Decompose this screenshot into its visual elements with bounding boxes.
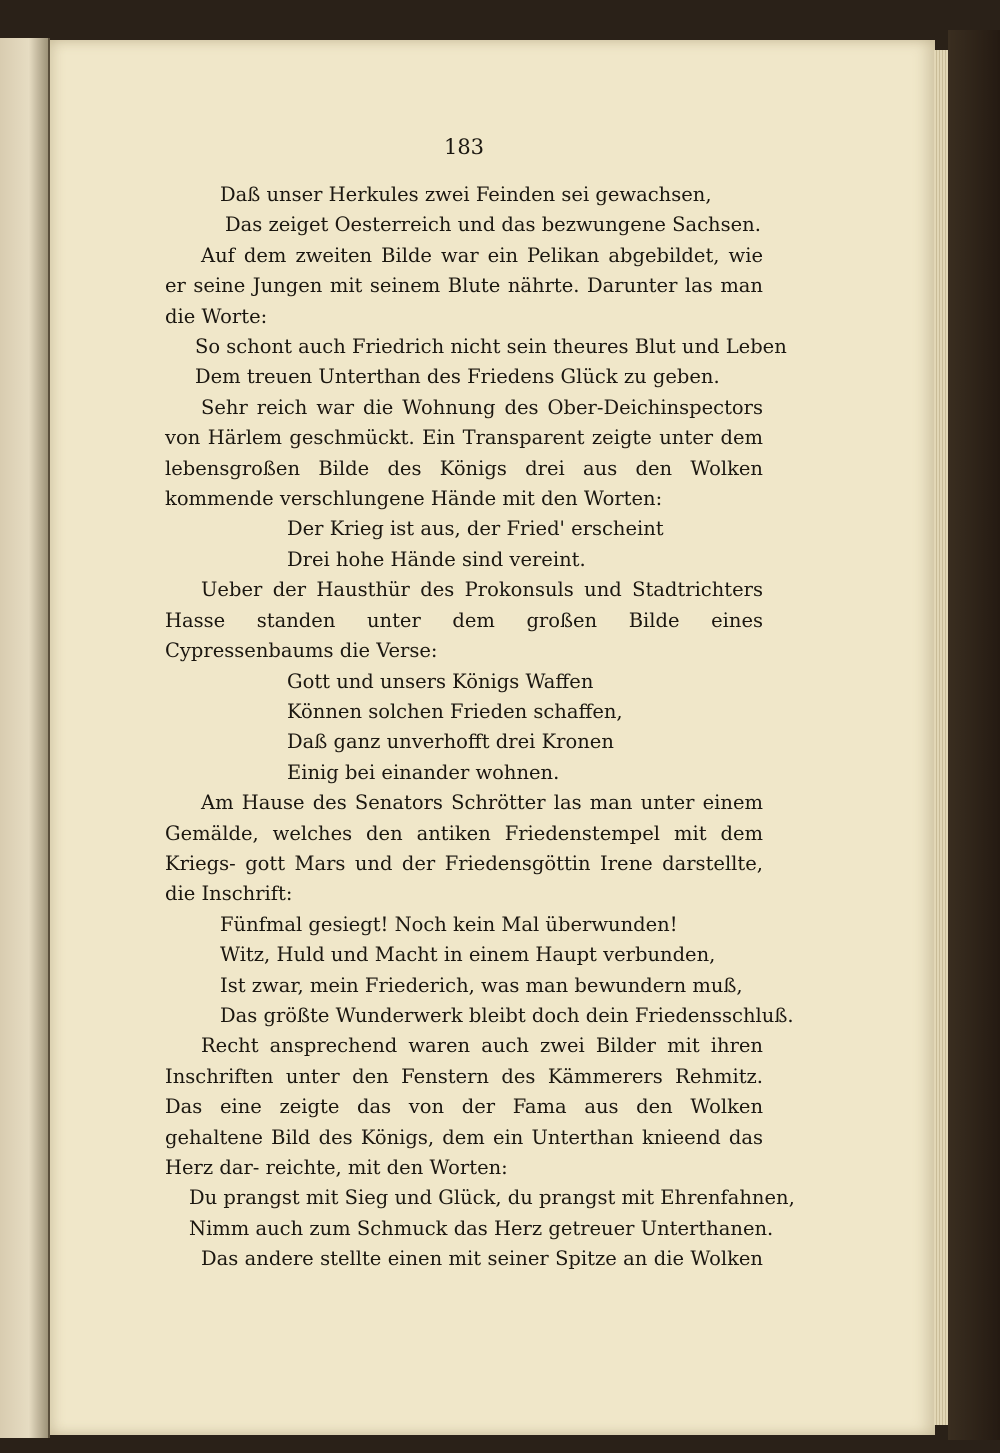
- verse-block: [165, 332, 787, 393]
- verse-line: Ist zwar, mein Friederich, was man bewundern muß,: [220, 973, 743, 997]
- verse-line: Daß unser Herkules zwei Feinden sei gewachsen,: [220, 183, 712, 206]
- verse-line: Einig bei einander wohnen.: [287, 760, 560, 784]
- verse-line: Witz, Huld und Macht in einem Haupt verbunden,: [220, 943, 716, 967]
- paragraph: [165, 575, 763, 666]
- verse-line: Fünfmal gesiegt! Noch kein Mal überwunden!: [220, 912, 678, 936]
- paragraph-text: Sehr reich war die Wohnung des Ober-Deichinspectors von Härlem geschmückt. Ein Transparent zeigte unter dem lebensgroßen Bilde des Königs drei aus den Wolken kommende verschlungene Hände mit den Worten:: [165, 395, 763, 511]
- verse-line: Gott und unsers Königs Waffen: [287, 669, 594, 693]
- paragraph-text: Am Hause des Senators Schrötter las man unter einem Gemälde, welches den antiken Friedenstempel mit dem Kriegs- gott Mars und der Friedensgöttin Irene darstellte, die Inschrift:: [165, 791, 763, 906]
- verse-block: [165, 514, 763, 575]
- verse-line: Dem treuen Unterthan des Friedens Glück zu geben.: [195, 365, 720, 389]
- verse-line: Drei hohe Hände sind vereint.: [287, 547, 586, 571]
- verse-line: Daß ganz unverhofft drei Kronen: [287, 730, 614, 754]
- verse-block: [165, 910, 794, 1032]
- page-text: [165, 132, 795, 1275]
- paragraph: [165, 241, 763, 332]
- page-stack-edge: [934, 50, 948, 1425]
- verse-line: Du prangst mit Sieg und Glück, du prangst mit Ehrenfahnen,: [189, 1186, 795, 1210]
- verse-block: [165, 667, 763, 789]
- paragraph: [165, 393, 763, 515]
- paragraph: [165, 1031, 763, 1183]
- paragraph: [165, 1244, 763, 1274]
- paragraph-text: Recht ansprechend waren auch zwei Bilder mit ihren Inschriften unter den Fenstern des Kämmerers Rehmitz. Das eine zeigte das von der Fama aus den Wolken gehaltene Bild des Königs, dem ein Unterthan knieend das Herz dar- reichte, mit den Worten:: [165, 1034, 764, 1179]
- book-cover-edge: [948, 30, 1000, 1440]
- paragraph-text: Das andere stellte einen mit seiner Spitze an die Wolken: [201, 1247, 763, 1271]
- verse-line: Nimm auch zum Schmuck das Herz getreuer Unterthanen.: [189, 1216, 774, 1240]
- verse-block: [165, 180, 763, 241]
- left-page-edge: [0, 38, 50, 1438]
- verse-line: Das zeiget Oesterreich und das bezwungene Sachsen.: [225, 213, 761, 237]
- paragraph-text: Ueber der Hausthür des Prokonsuls und Stadtrichters Hasse standen unter dem großen Bilde eines Cypressenbaums die Verse:: [165, 578, 763, 663]
- verse-line: Der Krieg ist aus, der Fried' erscheint: [287, 517, 664, 541]
- paragraph-text: Auf dem zweiten Bilde war ein Pelikan abgebildet, wie er seine Jungen mit seinem Blute nährte. Darunter las man die Worte:: [165, 243, 763, 328]
- verse-line: Das größte Wunderwerk bleibt doch dein Friedensschluß.: [220, 1003, 794, 1027]
- verse-line: So schont auch Friedrich nicht sein theures Blut und Leben: [195, 335, 787, 359]
- verse-line: Können solchen Frieden schaffen,: [287, 699, 623, 723]
- verse-block: [165, 1183, 795, 1244]
- paragraph: [165, 788, 763, 910]
- page-number: 183: [443, 135, 485, 159]
